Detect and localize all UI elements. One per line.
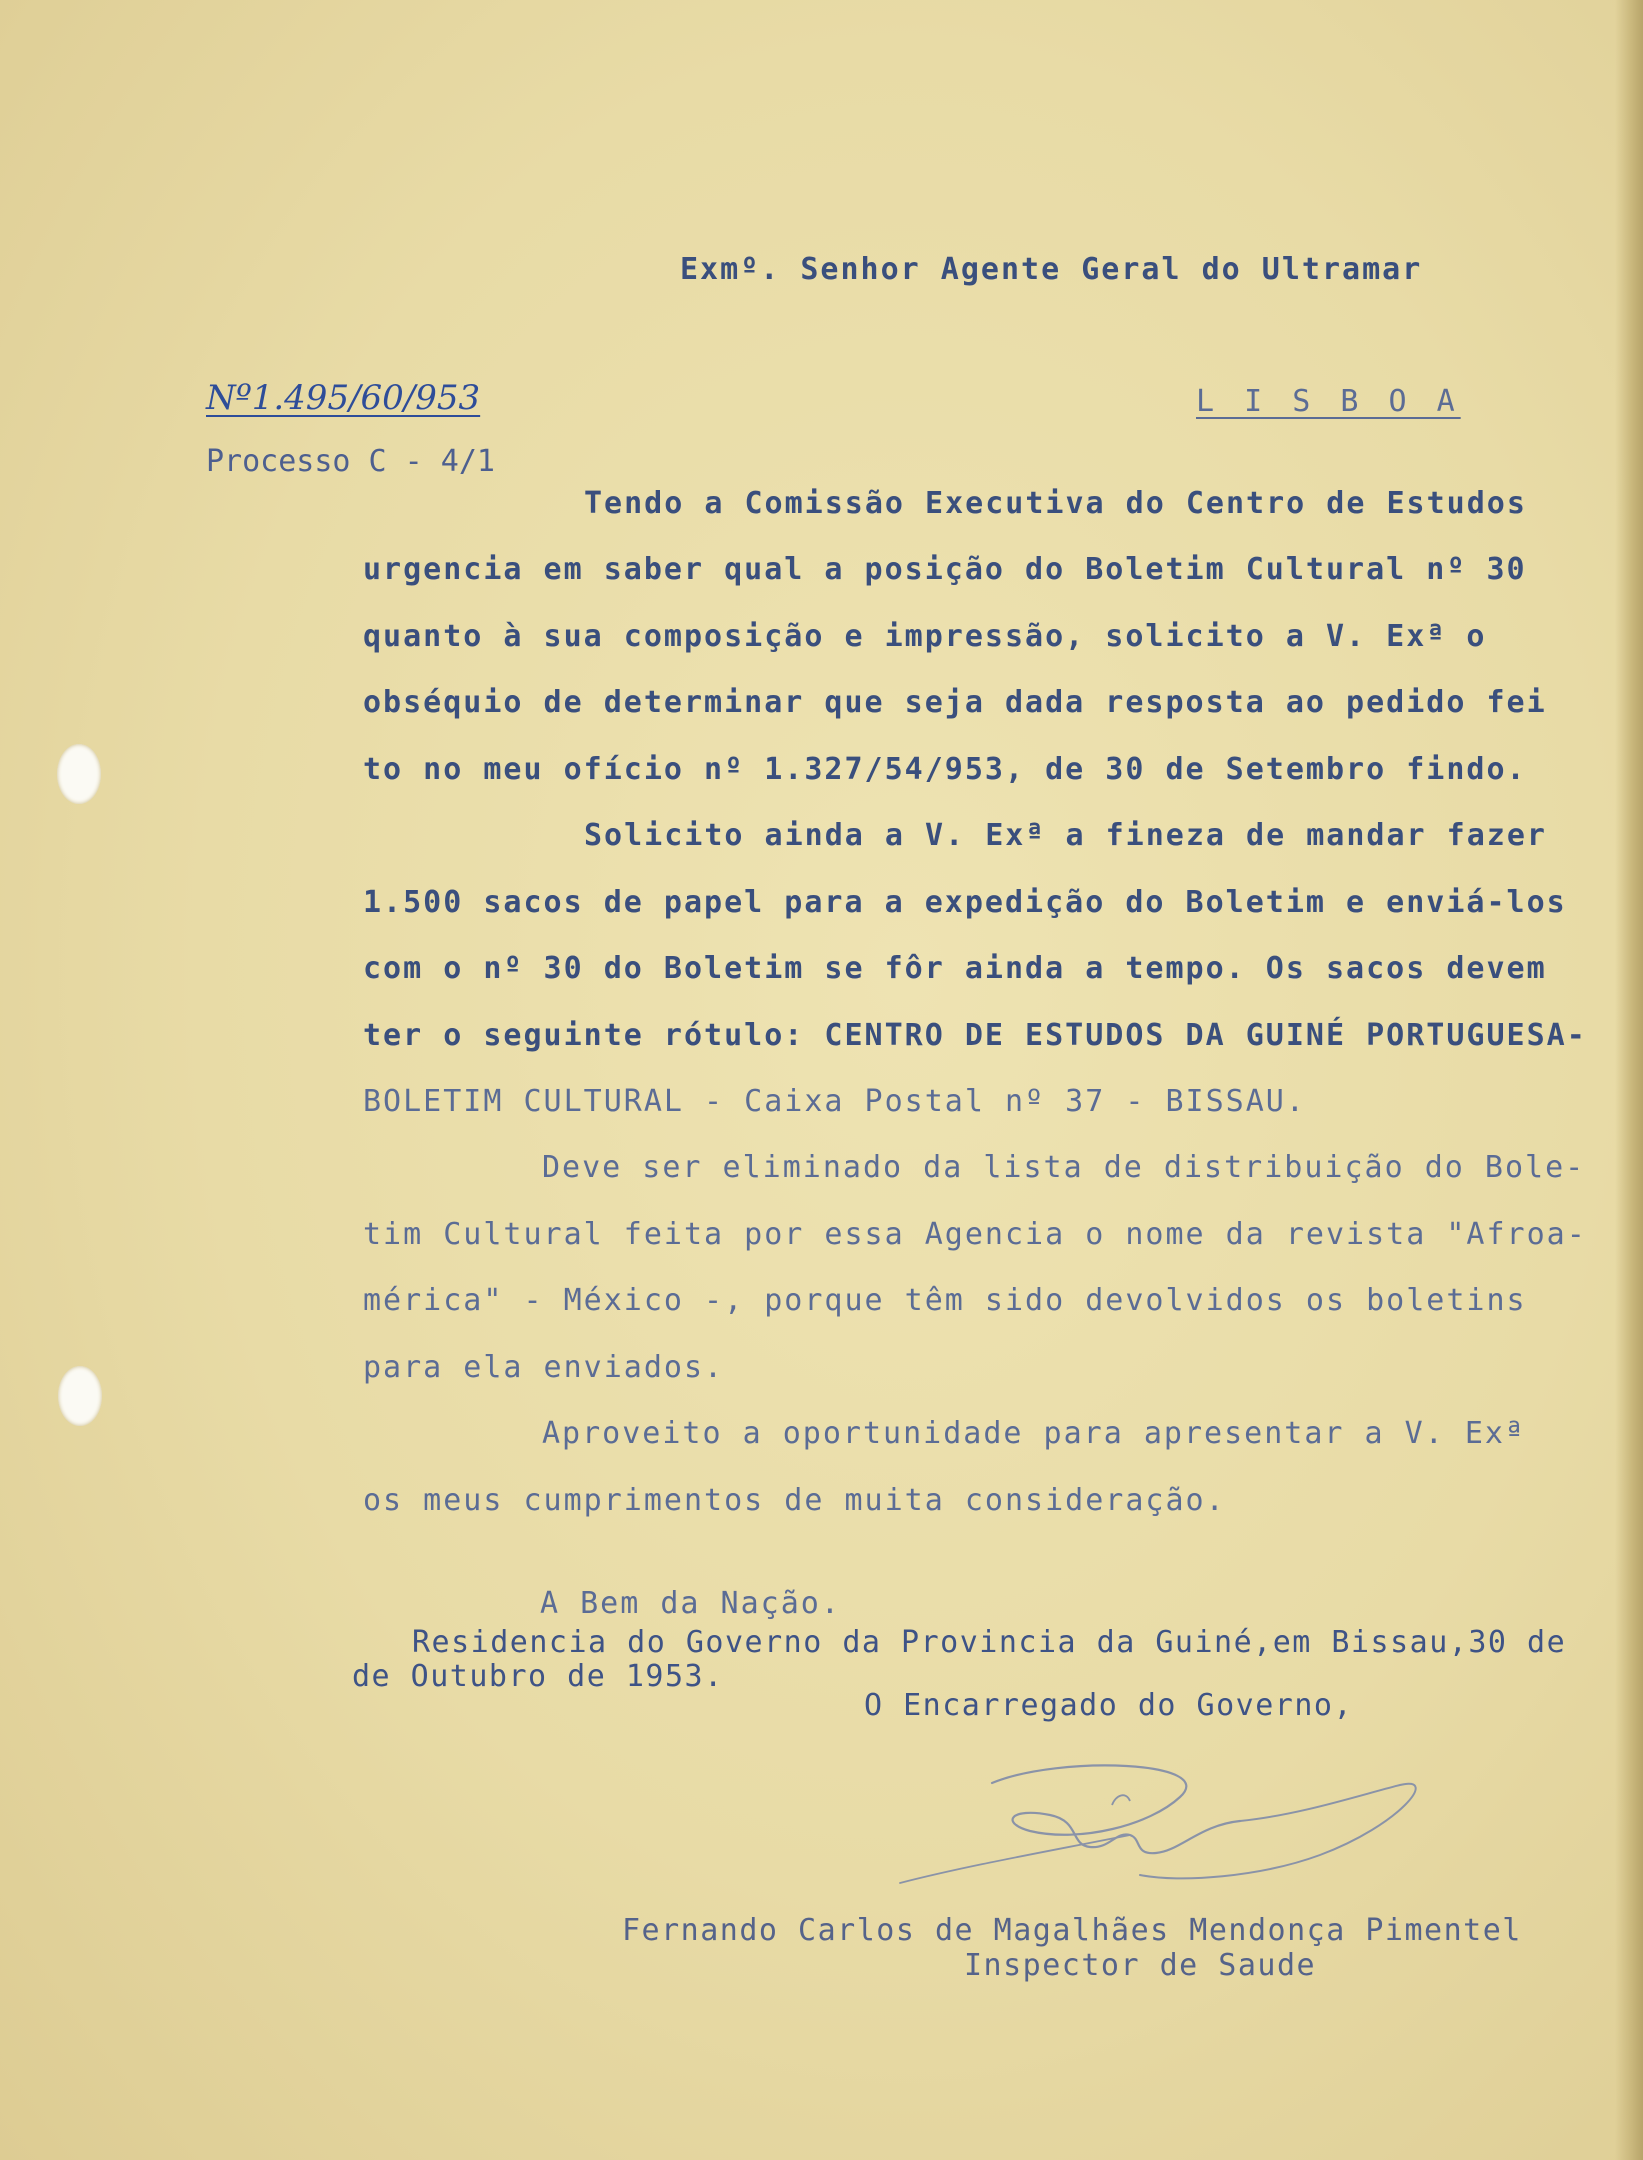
body-line: quanto à sua composição e impressão, solicito a V. Exª o xyxy=(363,619,1487,654)
signatory-title: Inspector de Saude xyxy=(964,1948,1317,1983)
body-line: 1.500 sacos de papel para a expedição do Boletim e enviá-los xyxy=(363,885,1567,920)
body-line: Aproveito a oportunidade para apresentar a V. Exª xyxy=(542,1416,1526,1451)
punch-hole-top xyxy=(57,744,101,804)
process-reference: Processo C - 4/1 xyxy=(206,444,495,479)
city-lisboa xyxy=(1196,384,1461,419)
body-line: urgencia em saber qual a posição do Boletim Cultural nº 30 xyxy=(363,552,1527,587)
residence-line-2: de Outubro de 1953. xyxy=(352,1659,724,1694)
residence-line-1: Residencia do Governo da Provincia da Guiné,em Bissau,30 de xyxy=(412,1625,1567,1660)
body-line: obséquio de determinar que seja dada resposta ao pedido fei xyxy=(363,685,1547,720)
body-line: Solicito ainda a V. Exª a fineza de mandar fazer xyxy=(584,818,1547,853)
body-line: BOLETIM CULTURAL - Caixa Postal nº 37 - BISSAU. xyxy=(363,1084,1306,1119)
body-line: mérica" - México -, porque têm sido devolvidos os boletins xyxy=(363,1283,1527,1318)
governor-role: O Encarregado do Governo, xyxy=(864,1688,1354,1723)
body-line: to no meu ofício nº 1.327/54/953, de 30 de Setembro findo. xyxy=(363,752,1527,787)
handwritten-signature xyxy=(880,1755,1440,1885)
body-line: Deve ser eliminado da lista de distribuição do Bole- xyxy=(542,1150,1586,1185)
closing-salutation: A Bem da Nação. xyxy=(540,1586,841,1621)
body-line: os meus cumprimentos de muita consideração. xyxy=(363,1483,1226,1518)
addressee-line: Exmº. Senhor Agente Geral do Ultramar xyxy=(680,252,1423,287)
body-line: Tendo a Comissão Executiva do Centro de Estudos xyxy=(584,486,1527,521)
reference-number: Nº1.495/60/953 xyxy=(206,378,481,418)
city-label: L I S B O A xyxy=(1196,384,1461,419)
paper-edge-shadow xyxy=(1615,0,1643,2160)
body-line: para ela enviados. xyxy=(363,1350,725,1385)
body-line: tim Cultural feita por essa Agencia o nome da revista "Afroa- xyxy=(363,1217,1587,1252)
body-line: ter o seguinte rótulo: CENTRO DE ESTUDOS DA GUINÉ PORTUGUESA- xyxy=(363,1018,1587,1053)
signatory-name: Fernando Carlos de Magalhães Mendonça Pimentel xyxy=(622,1913,1522,1948)
punch-hole-bottom xyxy=(58,1366,102,1426)
body-line: com o nº 30 do Boletim se fôr ainda a tempo. Os sacos devem xyxy=(363,951,1547,986)
